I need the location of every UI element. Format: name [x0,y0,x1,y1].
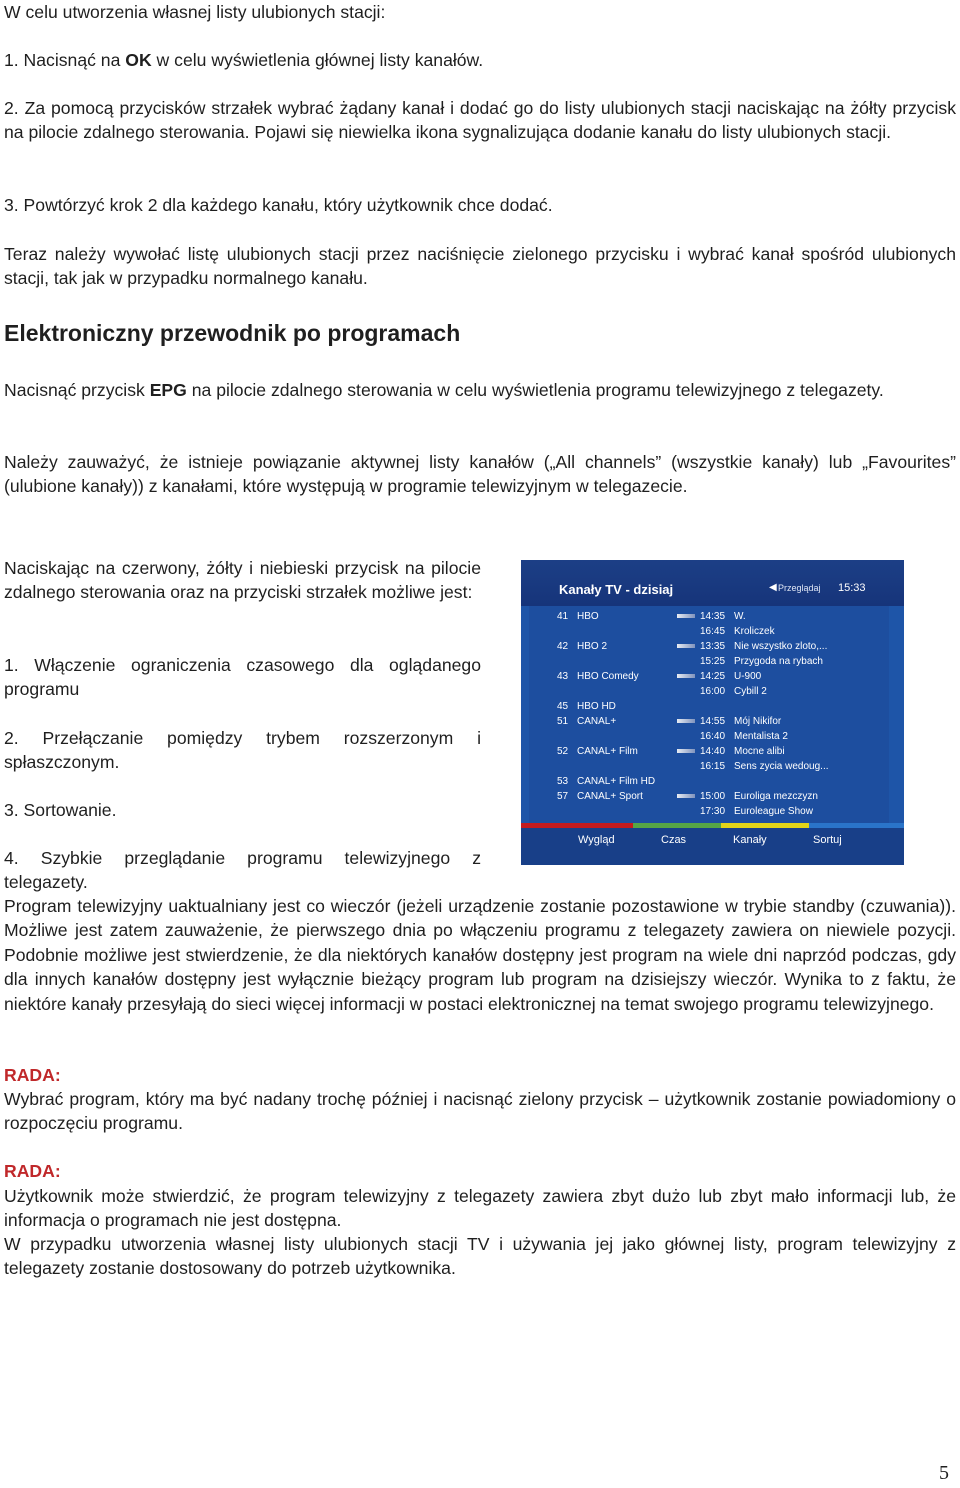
epg-row [529,609,889,624]
channel-name: CANAL+ Film HD [577,776,656,787]
programme-time: 14:55 [700,716,726,727]
epg-row [529,729,889,744]
progress-indicator [677,674,695,678]
option-1: 1. Włączenie ograniczenia czasowego dla oglądanego programu [4,655,481,700]
programme-time: 14:25 [700,671,726,682]
programme-time: 13:35 [700,641,726,652]
red-button-label: Wygląd [578,834,615,846]
channel-number: 42 [557,641,569,652]
programme-time: 17:30 [700,806,726,817]
update-paragraph: Program telewizyjny uaktualniany jest co wieczór (jeżeli urządzenie zostanie pozostawione w trybie standby (czuwania)). Możliwe jest zatem zauważenie, że pierwszego dnia po włączeniu programu z telegazety zawiera on niewiele pozycji. Podobnie możliwe jest stwierdzenie, że dla niektórych kanałów dostępny jest program na wiele dni naprzód podczas, gdy dla innych kanałów dostępny jest wyłącznie bieżący program lub program na dzisiejszy wieczór. Wynika to z faktu, że niektóre kanały przesyłają do sieci więcej informacji w postaci elektronicznej na temat swojego programu telewizyjnego. [4,896,956,1014]
programme-title: Sens zycia wedoug... [734,761,829,772]
epg-row [529,639,889,654]
channel-name: HBO HD [577,701,616,712]
step-1-pre: 1. Nacisnąć na [4,50,126,70]
epg-row [529,789,889,804]
programme-time: 16:40 [700,731,726,742]
tip-text-2: Użytkownik może stwierdzić, że program telewizyjny z telegazety zawiera zbyt dużo lub zbyt mało informacji lub, że informacja o programach nie jest dostępna. [4,1186,956,1231]
programme-time: 16:00 [700,686,726,697]
yellow-button-label: Kanały [733,834,767,846]
progress-indicator [677,794,695,798]
programme-title: Euroleague Show [734,806,813,817]
channel-number: 43 [557,671,569,682]
epg-row [529,699,889,714]
epg-footer [521,828,904,865]
programme-time: 16:15 [700,761,726,772]
programme-time: 14:35 [700,611,726,622]
final-paragraph: W przypadku utworzenia własnej listy ulubionych stacji TV i używania jej jako głównej listy, program telewizyjny z telegazety zostanie dostosowany do potrzeb użytkownika. [4,1234,956,1279]
programme-title: Nie wszystko zloto,... [734,641,828,652]
epg-browse-label: Przeglądaj [778,583,821,593]
epg-paragraph-post: na pilocie zdalnego sterowania w celu wyświetlenia programu telewizyjnego z telegazety. [186,380,884,400]
section-heading: Elektroniczny przewodnik po programach [4,320,461,346]
channel-number: 53 [557,776,569,787]
progress-indicator [677,644,695,648]
channel-number: 45 [557,701,569,712]
page-number: 5 [939,1462,949,1484]
programme-title: Euroliga mezczyzn [734,791,818,802]
channel-name: CANAL+ Film [577,746,638,757]
epg-row [529,774,889,789]
tip-label-2: RADA: [4,1161,61,1181]
programme-title: Mój Nikifor [734,716,782,727]
step-2: 2. Za pomocą przycisków strzałek wybrać żądany kanał i dodać go do listy ulubionych stacji naciskając na żółty przycisk na pilocie zdalnego sterowania. Pojawi się niewielka ikona sygnalizująca dodanie kanału do listy ulubionych stacji. [4,98,956,143]
epg-row [529,684,889,699]
epg-clock: 15:33 [838,582,866,594]
programme-time: 15:00 [700,791,726,802]
epg-screenshot [521,560,904,865]
epg-paragraph [4,378,956,402]
blue-button-label: Sortuj [813,834,842,846]
epg-header [521,560,904,606]
option-4: 4. Szybkie przeglądanie programu telewizyjnego z telegazety. [4,848,481,893]
tip-text-1: Wybrać program, który ma być nadany trochę później i nacisnąć zielony przycisk – użytkownik zostanie powiadomiony o rozpoczęciu programu. [4,1089,956,1134]
epg-key-label: EPG [149,380,187,400]
channel-name: HBO 2 [577,641,608,652]
channel-name: HBO Comedy [577,671,639,682]
epg-row [529,654,889,669]
step-1 [4,48,956,72]
step-3: 3. Powtórzyć krok 2 dla każdego kanału, który użytkownik chce dodać. [4,195,553,215]
progress-indicator [677,719,695,723]
programme-title: W. [734,611,746,622]
programme-title: U-900 [734,671,762,682]
epg-row [529,624,889,639]
buttons-intro: Naciskając na czerwony, żółty i niebieski przycisk na pilocie zdalnego sterowania oraz na przyciski strzałek możliwe jest: [4,558,481,603]
channel-name: HBO [577,611,599,622]
progress-indicator [677,749,695,753]
green-button-label: Czas [661,834,687,846]
epg-row [529,714,889,729]
channel-number: 57 [557,791,569,802]
ok-key-label: OK [125,50,152,70]
option-2: 2. Przełączanie pomiędzy trybem rozszerzonym i spłaszczonym. [4,728,481,773]
programme-title: Cybill 2 [734,686,767,697]
programme-title: Przygoda na rybach [734,656,823,667]
programme-time: 15:25 [700,656,726,667]
progress-indicator [677,614,695,618]
epg-row [529,744,889,759]
channel-number: 51 [557,716,569,727]
channel-number: 52 [557,746,569,757]
channel-number: 41 [557,611,569,622]
channel-name: CANAL+ Sport [577,791,643,802]
epg-channel-list [529,606,889,823]
channel-list-note: Należy zauważyć, że istnieje powiązanie aktywnej listy kanałów („All channels” (wszystkie kanały) lub „Favourites” (ulubione kanały)) z kanałami, które występują w programie telewizyjnym w telegazecie. [4,452,956,497]
programme-title: Mentalista 2 [734,731,788,742]
epg-title: Kanały TV - dzisiaj [559,582,674,597]
left-arrow-icon: ◀ [769,582,777,593]
epg-row [529,759,889,774]
programme-time: 14:40 [700,746,726,757]
epg-paragraph-pre: Nacisnąć przycisk [4,380,150,400]
epg-row [529,669,889,684]
programme-time: 16:45 [700,626,726,637]
option-3: 3. Sortowanie. [4,800,117,820]
channel-name: CANAL+ [577,716,617,727]
epg-row [529,804,889,819]
intro-paragraph: W celu utworzenia własnej listy ulubionych stacji: [4,2,386,22]
programme-title: Kroliczek [734,626,775,637]
programme-title: Mocne alibi [734,746,785,757]
step-1-post: w celu wyświetlenia głównej listy kanałów. [151,50,484,70]
tip-label-1: RADA: [4,1065,61,1085]
favourites-paragraph: Teraz należy wywołać listę ulubionych stacji przez naciśnięcie zielonego przycisku i wybrać kanał spośród ulubionych stacji, tak jak w przypadku normalnego kanału. [4,244,956,289]
